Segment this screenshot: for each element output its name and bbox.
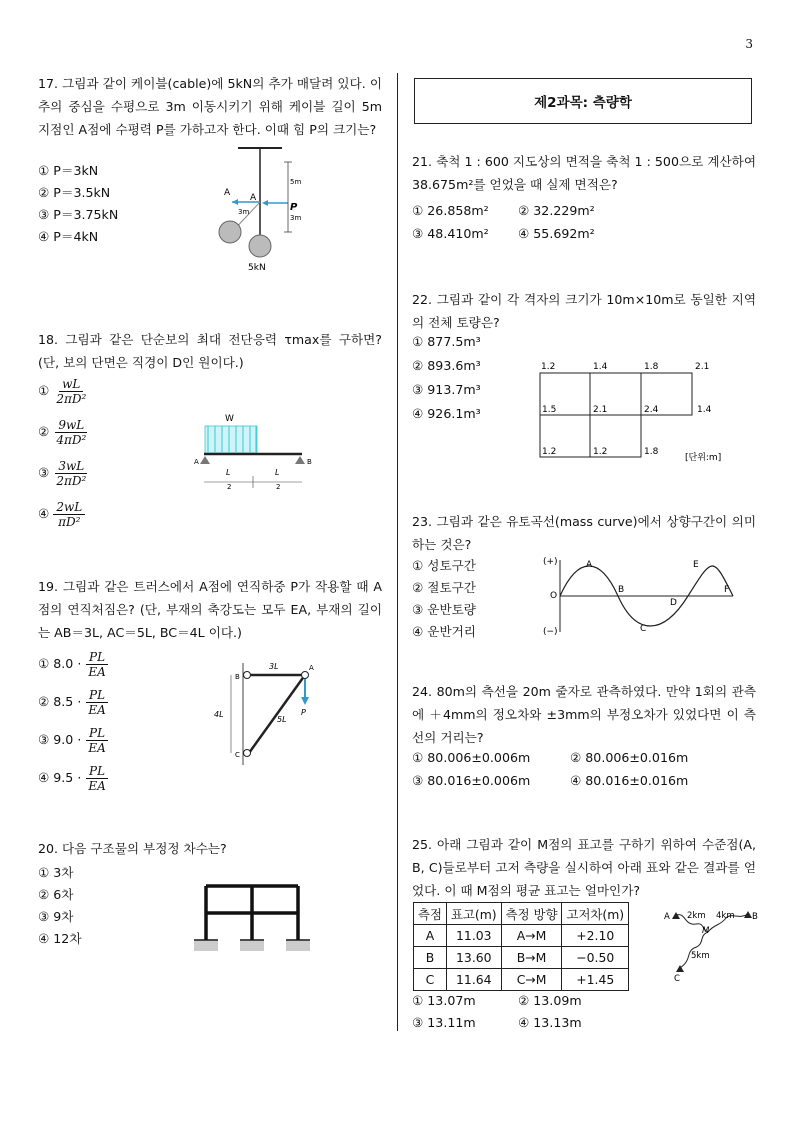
grid-unit-label: [단위:m] (685, 453, 722, 463)
q24-text: 24. 80m의 측선을 20m 줄자로 관측하였다. 만약 1회의 관측에 ＋4mm의 정오차와 ±3mm의 부정오차가 있었다면 이 측선의 거리는? (412, 684, 756, 745)
grid-value: 1.5 (542, 405, 557, 415)
q17-option-4[interactable]: ④ P＝4kN (38, 229, 99, 244)
table-cell: C (414, 969, 447, 991)
q23-point-c: C (640, 624, 647, 634)
q18-support-b: B (307, 458, 312, 466)
table-cell: A→M (501, 925, 562, 947)
q18-span-d1: 2 (227, 483, 232, 491)
q18-span-d2: 2 (276, 483, 281, 491)
q17-figure (210, 140, 320, 275)
q19-figure (205, 655, 320, 770)
subject-title: 제2과목: 측량학 (534, 95, 632, 111)
table-cell: B→M (501, 947, 562, 969)
q23-plus-label: (+) (543, 557, 558, 567)
q19-node-c: C (235, 751, 240, 759)
q18-span-l2: L (275, 468, 280, 477)
q23-point-d: D (670, 598, 677, 608)
q19-node-a: A (309, 664, 314, 672)
q23-point-f: F (724, 585, 730, 595)
q19-len-left: 4L (214, 710, 224, 719)
q19-option-2[interactable]: ② 8.5 · $\frac{PL}{EA}$ (38, 688, 109, 717)
table-cell: 13.60 (446, 947, 501, 969)
q24-option-3[interactable]: ③ 80.016±0.006m (412, 773, 531, 788)
table-cell: +2.10 (562, 925, 629, 947)
q20-option-4[interactable]: ④ 12차 (38, 931, 82, 946)
q22-grid-figure (530, 356, 745, 466)
q22-option-3[interactable]: ③ 913.7m³ (412, 382, 481, 397)
table-cell: B (414, 947, 447, 969)
table-row (414, 925, 629, 947)
q19-node-b: B (235, 673, 240, 681)
grid-value: 1.8 (644, 362, 659, 372)
q20-option-3[interactable]: ③ 9차 (38, 909, 74, 924)
q22-option-2[interactable]: ② 893.6m³ (412, 358, 481, 373)
q19-option-1[interactable]: ① 8.0 · $\frac{PL}{EA}$ (38, 650, 109, 679)
q21-option-3[interactable]: ③ 48.410m² (412, 226, 489, 241)
q17-label-p: P (290, 202, 298, 213)
q22-option-4[interactable]: ④ 926.1m³ (412, 406, 481, 421)
q25-route-m: M (702, 926, 710, 936)
q24-option-1[interactable]: ① 80.006±0.006m (412, 750, 531, 765)
q21-option-4[interactable]: ④ 55.692m² (518, 226, 595, 241)
q22-option-1[interactable]: ① 877.5m³ (412, 334, 481, 349)
q25-route-a: A (664, 912, 670, 922)
q23-option-1[interactable]: ① 성토구간 (412, 558, 476, 573)
q21-option-1[interactable]: ① 26.858m² (412, 203, 489, 218)
q17-label-a: A (224, 188, 231, 198)
q25-option-2[interactable]: ② 13.09m (518, 993, 582, 1008)
q25-dist-cm: 5km (691, 951, 710, 961)
q25-option-4[interactable]: ④ 13.13m (518, 1015, 582, 1030)
q25-leveling-table (413, 902, 629, 991)
q23-point-e: E (693, 560, 699, 570)
q17-dim-3m-v: 3m (290, 214, 302, 222)
q19-option-3[interactable]: ③ 9.0 · $\frac{PL}{EA}$ (38, 726, 109, 755)
q24-option-4[interactable]: ④ 80.016±0.016m (570, 773, 689, 788)
q18-support-a: A (194, 458, 199, 466)
grid-value: 1.4 (697, 405, 712, 415)
table-row (414, 947, 629, 969)
q19-text: 19. 그림과 같은 트러스에서 A점에 연직하중 P가 작용할 때 A점의 연직처짐은? (단, 부재의 축강도는 모두 EA, 부재의 길이는 AB＝3L, AC＝5L, BC＝4L 이다.) (38, 579, 382, 640)
q23-minus-label: (−) (543, 627, 558, 637)
q23-option-4[interactable]: ④ 운반거리 (412, 624, 476, 639)
q25-route-b: B (752, 912, 758, 922)
q18-figure (190, 408, 320, 493)
column-divider (397, 73, 398, 1031)
page-number: 3 (745, 37, 753, 51)
q20-option-2[interactable]: ② 6차 (38, 887, 74, 902)
q19-load-p: P (301, 708, 306, 717)
q17-text: 17. 그림과 같이 케이블(cable)에 5kN의 추가 매달려 있다. 이 추의 중심을 수평으로 3m 이동시키기 위해 케이블 길이 5m 지점인 A점에 수평력 P를 가하고자 한다. 이때 힘 P의 크기는? (38, 76, 382, 137)
grid-value: 1.4 (593, 362, 608, 372)
q17-dim-5m: 5m (290, 178, 302, 186)
q24-option-2[interactable]: ② 80.006±0.016m (570, 750, 689, 765)
q17-label-a2: A (250, 193, 257, 203)
q20-option-1[interactable]: ① 3차 (38, 865, 74, 880)
q23-option-2[interactable]: ② 절토구간 (412, 580, 476, 595)
table-header-row (414, 903, 629, 925)
q17-option-3[interactable]: ③ P＝3.75kN (38, 207, 119, 222)
q18-option-1[interactable]: ① $\frac{wL}{\text{2πD²}}$ (38, 377, 87, 406)
q18-option-3[interactable]: ③ $\frac{3wL}{\text{2πD²}}$ (38, 459, 87, 488)
q21-option-2[interactable]: ② 32.229m² (518, 203, 595, 218)
grid-value: 1.2 (593, 447, 608, 457)
q23-point-a: A (586, 560, 593, 570)
q18-option-4[interactable]: ④ $\frac{2wL}{\text{πD²}}$ (38, 500, 85, 529)
q20-text: 20. 다음 구조물의 부정정 차수는? (38, 841, 227, 856)
q23-option-3[interactable]: ③ 운반토량 (412, 602, 476, 617)
q18-span-l1: L (226, 468, 231, 477)
q17-weight-label: 5kN (248, 263, 266, 273)
table-row (414, 969, 629, 991)
q25-text: 25. 아래 그림과 같이 M점의 표고를 구하기 위하여 수준점(A, B, C)들로부터 고저 측량을 실시하여 아래 표와 같은 결과를 얻었다. 이 때 M점의 평균 표고는 얼마인가? (412, 837, 756, 898)
q17-dim-3m-h: 3m (238, 208, 250, 216)
grid-value: 2.4 (644, 405, 659, 415)
q19-len-diag: 5L (277, 715, 287, 724)
q23-mass-curve-figure (538, 552, 738, 637)
q19-len-top: 3L (269, 662, 279, 671)
q21-text: 21. 축척 1 : 600 지도상의 면적을 축척 1 : 500으로 계산하여 38.675m²를 얻었을 때 실제 면적은? (412, 154, 756, 192)
q23-point-b: B (618, 585, 625, 595)
q18-option-2[interactable]: ② $\frac{9wL}{\text{4πD²}}$ (38, 418, 87, 447)
q19-option-4[interactable]: ④ 9.5 · $\frac{PL}{EA}$ (38, 764, 109, 793)
grid-value: 1.8 (644, 447, 659, 457)
q25-route-c: C (674, 974, 680, 982)
q25-dist-am: 2km (687, 911, 706, 921)
table-cell: 11.03 (446, 925, 501, 947)
q17-option-2[interactable]: ② P＝3.5kN (38, 185, 111, 200)
table-cell: A (414, 925, 447, 947)
table-cell: +1.45 (562, 969, 629, 991)
q25-option-1[interactable]: ① 13.07m (412, 993, 476, 1008)
q17-option-1[interactable]: ① P＝3kN (38, 163, 99, 178)
table-header: 표고(m) (446, 903, 501, 925)
subject-title-box (414, 78, 752, 124)
q20-figure (190, 878, 315, 958)
grid-value: 1.2 (541, 362, 556, 372)
grid-value: 2.1 (695, 362, 710, 372)
q23-origin-label: O (550, 591, 558, 601)
q18-text: 18. 그림과 같은 단순보의 최대 전단응력 τmax를 구하면? (단, 보의 단면은 직경이 D인 원이다.) (38, 332, 382, 370)
q25-route-figure (662, 902, 762, 982)
table-header: 고저차(m) (562, 903, 629, 925)
q25-option-3[interactable]: ③ 13.11m (412, 1015, 476, 1030)
q22-text: 22. 그림과 같이 각 격자의 크기가 10m×10m로 동일한 지역의 전체 토량은? (412, 292, 756, 330)
table-cell: −0.50 (562, 947, 629, 969)
table-header: 측정 방향 (501, 903, 562, 925)
table-cell: C→M (501, 969, 562, 991)
grid-value: 1.2 (542, 447, 557, 457)
table-cell: 11.64 (446, 969, 501, 991)
table-header: 측점 (414, 903, 447, 925)
q18-load-label: W (225, 414, 234, 424)
q25-dist-bm: 4km (716, 911, 735, 921)
grid-value: 2.1 (593, 405, 608, 415)
q23-text: 23. 그림과 같은 유토곡선(mass curve)에서 상향구간이 의미하는 것은? (412, 514, 756, 552)
